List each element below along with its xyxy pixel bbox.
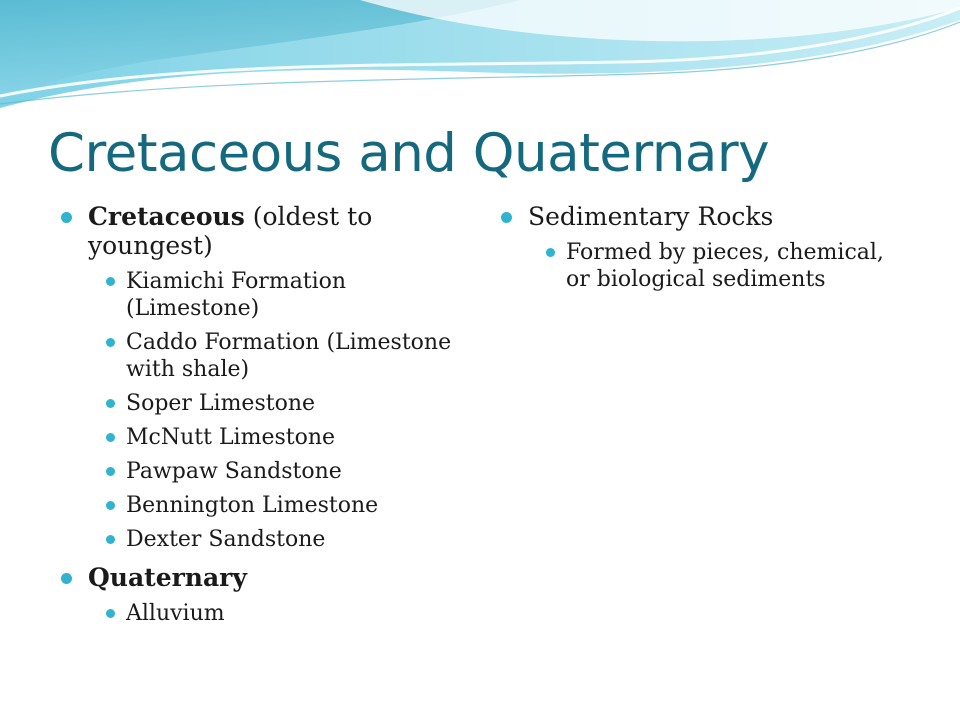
list-item: Alluvium <box>88 600 460 627</box>
bullet-quaternary <box>60 563 460 627</box>
bullet-dot-icon <box>106 501 115 510</box>
quaternary-list <box>88 600 460 627</box>
bullet-dot-icon <box>546 248 555 257</box>
list-item: Dexter Sandstone <box>88 526 460 553</box>
header-wave-decoration <box>0 0 960 115</box>
list-item: Kiamichi Formation (Limestone) <box>88 268 460 322</box>
bullet-sedimentary-rocks <box>500 202 900 293</box>
list-item: McNutt Limestone <box>88 424 460 451</box>
left-bullet-list <box>60 202 460 627</box>
bullet-dot-icon <box>106 609 115 618</box>
list-item: Soper Limestone <box>88 390 460 417</box>
right-bullet-list <box>500 202 900 293</box>
bullet-dot-icon <box>106 535 115 544</box>
sedimentary-list <box>528 239 900 293</box>
list-item: Formed by pieces, chemical, or biological sediments <box>528 239 900 293</box>
cretaceous-formations-list <box>88 268 460 553</box>
bullet-dot-icon <box>106 433 115 442</box>
bullet-dot-icon <box>106 338 115 347</box>
list-item: Pawpaw Sandstone <box>88 458 460 485</box>
bullet-cretaceous <box>60 202 460 553</box>
sedimentary-heading: Sedimentary Rocks <box>528 202 774 231</box>
quaternary-label: Quaternary <box>88 563 247 592</box>
slide-title: Cretaceous and Quaternary <box>48 123 770 184</box>
bullet-dot-icon <box>501 212 512 223</box>
bullet-dot-icon <box>106 277 115 286</box>
list-item: Bennington Limestone <box>88 492 460 519</box>
cretaceous-label: Cretaceous <box>88 202 245 231</box>
bullet-dot-icon <box>61 212 72 223</box>
bullet-dot-icon <box>61 573 72 584</box>
list-item: Caddo Formation (Limestone with shale) <box>88 329 460 383</box>
bullet-dot-icon <box>106 467 115 476</box>
right-content-column <box>500 202 900 303</box>
bullet-dot-icon <box>106 399 115 408</box>
left-content-column <box>60 202 460 637</box>
cretaceous-suffix: (oldest to youngest) <box>88 202 373 260</box>
